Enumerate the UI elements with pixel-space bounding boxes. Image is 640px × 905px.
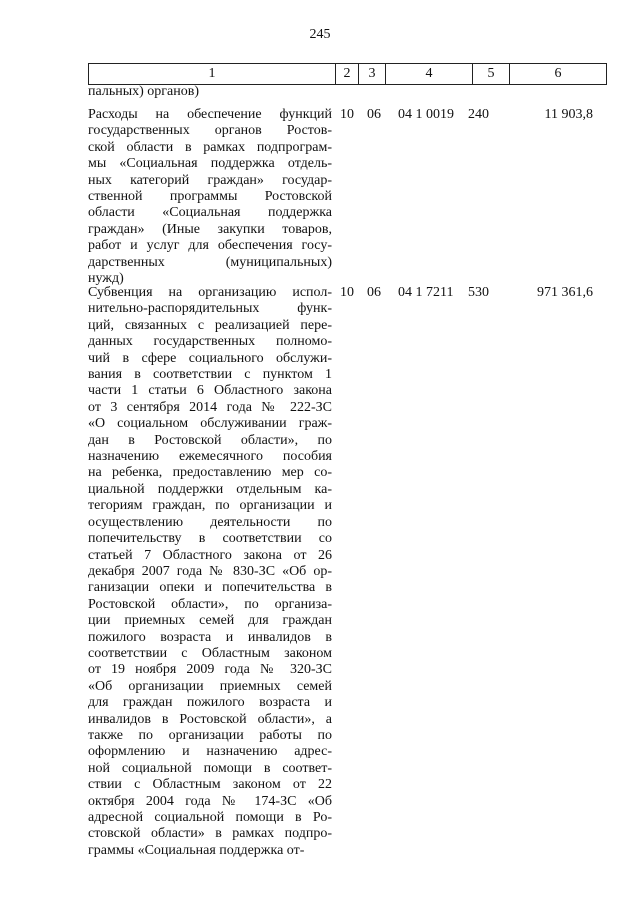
description-line: ганизации опеки и попечительства в	[88, 580, 332, 596]
description-line: Ростовской области», по организа-	[88, 596, 332, 612]
description-line: для граждан пожилого возраста и	[88, 695, 332, 711]
cell-section: 10	[340, 107, 354, 122]
description-line: на ребенка, предоставлению мер со-	[88, 465, 332, 481]
cell-subsection: 06	[367, 107, 381, 122]
description-line: адресной социальной помощи в Ро-	[88, 810, 332, 825]
description-line: «О социальном обслуживании граж-	[88, 416, 332, 432]
header-col-1: 1	[89, 64, 336, 85]
description-line: октября 2004 года № 174-ЗС «Об	[88, 793, 332, 809]
description-line: граждан» (Иные закупки товаров,	[88, 221, 332, 237]
description-line: дарственных (муниципальных)	[88, 254, 332, 270]
table-row-description	[88, 107, 332, 287]
description-line: государственных органов Ростов-	[88, 123, 332, 139]
description-line: от 19 ноября 2009 года № 320-ЗС	[88, 662, 332, 678]
description-line: статьей 7 Областного закона от 26	[88, 547, 332, 563]
cell-target-article: 04 1 7211	[398, 285, 454, 300]
table-row-description	[88, 84, 332, 100]
description-line: области «Социальная поддержка	[88, 205, 332, 221]
description-line: пожилого возраста и инвалидов в	[88, 629, 332, 645]
description-line: Субвенция на организацию испол-	[88, 285, 332, 300]
description-line: ных категорий граждан» государ-	[88, 172, 332, 188]
header-col-4: 4	[386, 64, 473, 85]
description-line: части 1 статьи 6 Областного закона	[88, 383, 332, 399]
description-line: мы «Социальная поддержка отдель-	[88, 156, 332, 172]
page-number: 245	[309, 27, 331, 42]
description-line: ций, связанных с реализацией пере-	[88, 317, 332, 333]
header-col-2: 2	[336, 64, 359, 85]
table-row-description	[88, 285, 332, 859]
description-line: дан в Ростовской области», по	[88, 432, 332, 448]
description-line: ции приемных семей для граждан	[88, 613, 332, 629]
description-line: работ и услуг для обеспечения госу-	[88, 238, 332, 254]
description-line: нительно-распорядительных функ-	[88, 301, 332, 317]
description-line: назначению ежемесячного пособия	[88, 449, 332, 465]
description-line: попечительству в соответствии со	[88, 531, 332, 547]
description-line: соответствии с Областным законом	[88, 645, 332, 661]
description-line: чий в сфере социального обслужи-	[88, 350, 332, 366]
description-line: циальной поддержки отдельным ка-	[88, 481, 332, 497]
description-line: ной социальной помощи в соответ-	[88, 760, 332, 776]
description-line: также по организации работы по	[88, 727, 332, 743]
description-line: тегориям граждан, по организации и	[88, 498, 332, 514]
header-col-5: 5	[473, 64, 510, 85]
description-line: осуществлению деятельности по	[88, 514, 332, 530]
cell-subsection: 06	[367, 285, 381, 300]
description-line: данных государственных полномо-	[88, 334, 332, 350]
description-line: инвалидов в Ростовской области», а	[88, 711, 332, 727]
description-line: «Об организации приемных семей	[88, 678, 332, 694]
description-line: граммы «Социальная поддержка от-	[88, 842, 305, 858]
cell-expense-type: 530	[468, 285, 489, 300]
header-col-3: 3	[359, 64, 386, 85]
description-line: нужд)	[88, 271, 124, 287]
description-line: Расходы на обеспечение функций	[88, 107, 332, 122]
description-line: вания в соответствии с пунктом 1	[88, 367, 332, 383]
cell-section: 10	[340, 285, 354, 300]
description-line: пальных) органов)	[88, 84, 199, 99]
cell-amount: 11 903,8	[544, 107, 593, 122]
description-line: ственной программы Ростовской	[88, 189, 332, 205]
description-line: от 3 сентября 2014 года № 222-ЗС	[88, 399, 332, 415]
description-line: стовской области» в рамках подпро-	[88, 826, 332, 842]
description-line: ской области в рамках подпрограм-	[88, 139, 332, 155]
description-line: ствии с Областным законом от 22	[88, 777, 332, 793]
description-line: декабря 2007 года № 830-ЗС «Об ор-	[88, 563, 332, 579]
header-col-6: 6	[510, 64, 607, 85]
cell-amount: 971 361,6	[537, 285, 593, 300]
cell-target-article: 04 1 0019	[398, 107, 454, 122]
description-line: оформлению и назначению адрес-	[88, 744, 332, 760]
cell-expense-type: 240	[468, 107, 489, 122]
table-header	[88, 63, 607, 85]
